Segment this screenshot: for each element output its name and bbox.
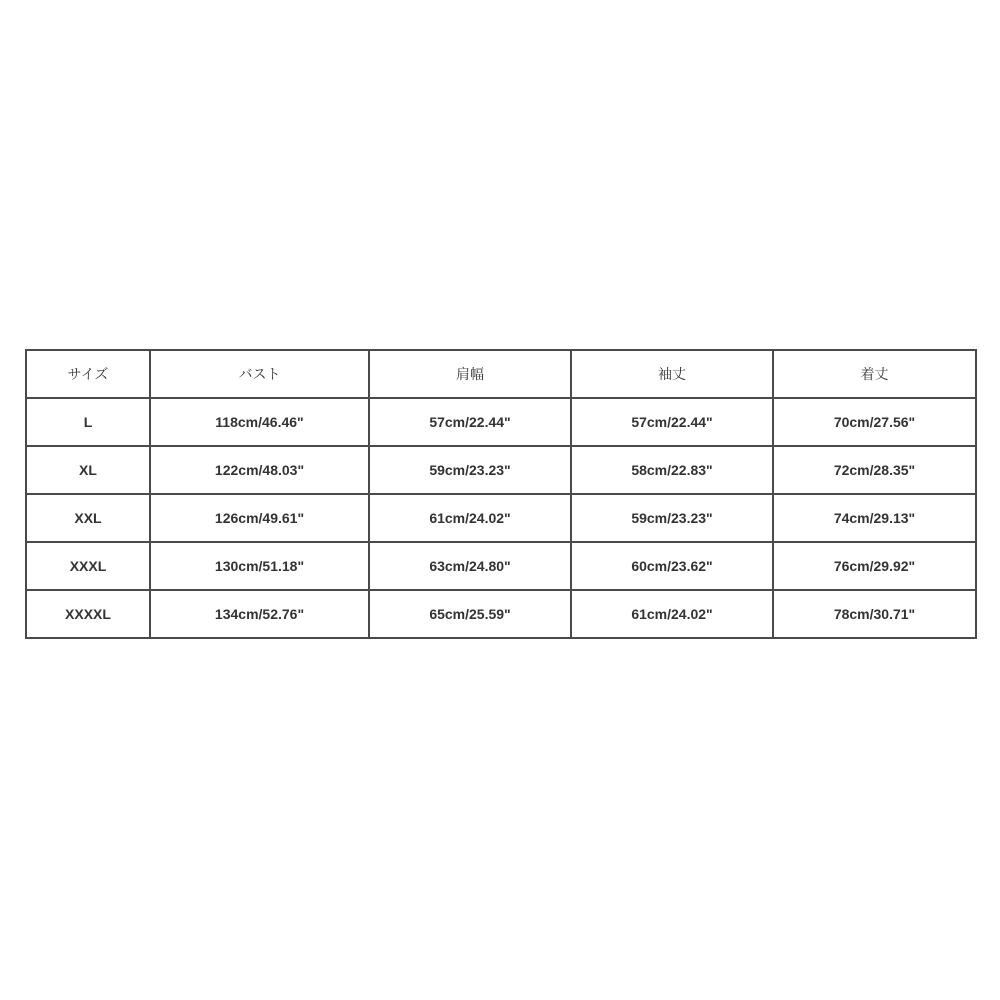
cell-size: L [26,398,150,446]
header-row [26,350,976,398]
header-size: サイズ [26,350,150,398]
cell-shoulder-width: 61cm/24.02" [369,494,571,542]
cell-size: XXXXL [26,590,150,638]
table-header [26,350,976,398]
header-bust: バスト [150,350,369,398]
cell-shoulder-width: 63cm/24.80" [369,542,571,590]
cell-length: 70cm/27.56" [773,398,976,446]
cell-size: XXXL [26,542,150,590]
table-row [26,590,976,638]
table-row [26,398,976,446]
cell-bust: 130cm/51.18" [150,542,369,590]
table-row [26,542,976,590]
table-body [26,398,976,638]
cell-length: 76cm/29.92" [773,542,976,590]
cell-bust: 126cm/49.61" [150,494,369,542]
cell-size: XL [26,446,150,494]
cell-shoulder-width: 59cm/23.23" [369,446,571,494]
cell-sleeve-length: 58cm/22.83" [571,446,773,494]
cell-sleeve-length: 60cm/23.62" [571,542,773,590]
cell-length: 74cm/29.13" [773,494,976,542]
table-row [26,446,976,494]
header-length: 着丈 [773,350,976,398]
table-row [26,494,976,542]
cell-bust: 122cm/48.03" [150,446,369,494]
cell-sleeve-length: 59cm/23.23" [571,494,773,542]
header-shoulder-width: 肩幅 [369,350,571,398]
cell-bust: 118cm/46.46" [150,398,369,446]
header-sleeve-length: 袖丈 [571,350,773,398]
cell-length: 72cm/28.35" [773,446,976,494]
size-chart-table [25,349,977,639]
cell-shoulder-width: 57cm/22.44" [369,398,571,446]
cell-bust: 134cm/52.76" [150,590,369,638]
cell-sleeve-length: 61cm/24.02" [571,590,773,638]
cell-size: XXL [26,494,150,542]
cell-length: 78cm/30.71" [773,590,976,638]
cell-sleeve-length: 57cm/22.44" [571,398,773,446]
cell-shoulder-width: 65cm/25.59" [369,590,571,638]
